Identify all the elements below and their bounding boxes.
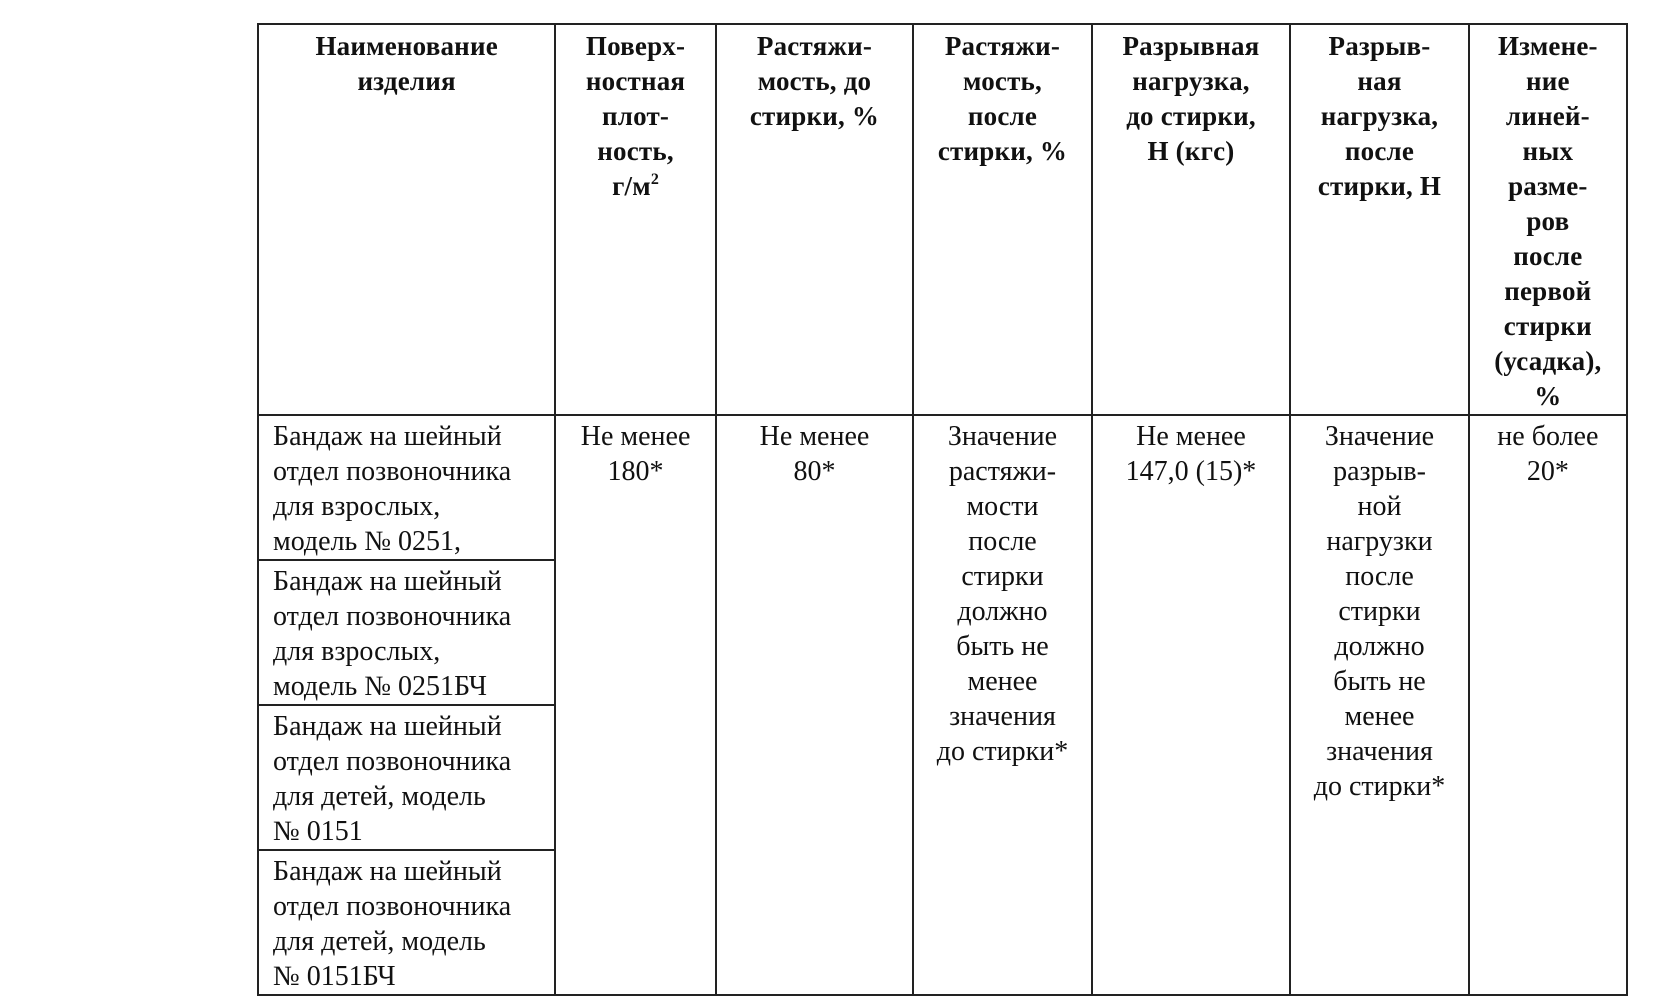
elongation-before-value <box>716 415 914 995</box>
value-line: значения <box>1326 736 1433 767</box>
header-line: ров <box>1526 206 1570 236</box>
header-line: стирки, % <box>749 101 880 131</box>
header-line: Поверх- <box>585 31 686 61</box>
product-name-line: отдел позвоночника <box>273 456 512 487</box>
header-line: Растяжи- <box>944 31 1061 61</box>
header-line: ность, <box>597 136 674 166</box>
surface-density-value <box>555 415 715 995</box>
value-line: Не менее <box>1136 421 1246 452</box>
value-line: растяжи- <box>948 456 1057 487</box>
elongation-after-value <box>913 415 1091 995</box>
value-line: мости <box>966 491 1039 522</box>
product-name-line: отдел позвоночника <box>273 746 512 777</box>
product-name-line: Бандаж на шейный <box>273 711 502 742</box>
header-line: до стирки, <box>1126 101 1256 131</box>
value-line: Значение <box>1324 421 1435 452</box>
product-name-line: для детей, модель <box>273 781 486 812</box>
value-line: должно <box>957 596 1048 627</box>
header-line: Измене- <box>1497 31 1598 61</box>
product-name-line: для взрослых, <box>273 491 441 522</box>
value-line: стирки <box>961 561 1044 592</box>
value-line: не более <box>1497 421 1599 452</box>
header-line: после <box>1513 241 1583 271</box>
header-line: нагрузка, <box>1320 101 1439 131</box>
header-line: Разрыв- <box>1328 31 1431 61</box>
value-line: 20* <box>1526 456 1569 487</box>
product-name-line: отдел позвоночника <box>273 601 512 632</box>
product-name-line: Бандаж на шейный <box>273 421 502 452</box>
header-line: плот- <box>602 101 670 131</box>
header-row <box>258 24 1627 415</box>
header-line: Н (кгс) <box>1147 136 1235 166</box>
product-name-cell <box>258 415 555 560</box>
header-line: разме- <box>1508 171 1588 201</box>
header-line: Разрывная <box>1122 31 1260 61</box>
header-line: мость, до <box>757 66 872 96</box>
header-line: Растяжи- <box>756 31 873 61</box>
header-line: (усадка), <box>1494 346 1602 376</box>
header-breaking-load-after-wash <box>1290 24 1468 415</box>
header-surface-density <box>555 24 715 415</box>
value-line: 147,0 (15)* <box>1125 456 1257 487</box>
value-line: Значение <box>947 421 1058 452</box>
product-name-cell <box>258 560 555 705</box>
product-name-line: модель № 0251, <box>273 526 462 557</box>
header-line: ностная <box>585 66 686 96</box>
value-line: быть не <box>1333 666 1426 697</box>
product-name-line: № 0151БЧ <box>273 961 396 992</box>
value-line: ной <box>1357 491 1402 522</box>
value-line: менее <box>1344 701 1415 732</box>
breaking-load-after-value <box>1290 415 1468 995</box>
header-shrinkage <box>1469 24 1627 415</box>
table-row <box>258 415 1627 560</box>
header-line-unit <box>556 169 714 204</box>
value-line: разрыв- <box>1333 456 1426 487</box>
value-line: после <box>968 526 1037 557</box>
value-line: стирки <box>1338 596 1421 627</box>
header-line: нагрузка, <box>1132 66 1250 96</box>
product-name-line: отдел позвоночника <box>273 891 512 922</box>
product-name-line: для детей, модель <box>273 926 486 957</box>
header-line: после <box>967 101 1038 131</box>
value-line: 80* <box>793 456 836 487</box>
header-line: ных <box>1522 136 1574 166</box>
header-line: ние <box>1526 66 1570 96</box>
value-line: до стирки* <box>1313 771 1446 802</box>
product-name-line: для взрослых, <box>273 636 441 667</box>
value-line: Не менее <box>759 421 870 452</box>
header-product-name <box>258 24 555 415</box>
breaking-load-before-value <box>1092 415 1291 995</box>
header-line: % <box>1534 381 1562 411</box>
header-breaking-load-before-wash <box>1092 24 1291 415</box>
value-line: до стирки* <box>936 736 1069 767</box>
header-elongation-before-wash <box>716 24 914 415</box>
shrinkage-value <box>1469 415 1627 995</box>
header-line: изделия <box>357 66 456 96</box>
header-line: мость, <box>962 66 1042 96</box>
product-name-line: Бандаж на шейный <box>273 566 502 597</box>
header-line: стирки <box>1503 311 1592 341</box>
header-unit-text: г/м <box>612 171 651 201</box>
product-name-line: № 0151 <box>273 816 363 847</box>
product-name-cell <box>258 850 555 995</box>
spec-table <box>257 23 1628 996</box>
header-line: после <box>1344 136 1415 166</box>
value-line: быть не <box>956 631 1049 662</box>
value-line: 180* <box>607 456 664 487</box>
product-name-cell <box>258 705 555 850</box>
value-line: менее <box>967 666 1038 697</box>
value-line: Не менее <box>580 421 691 452</box>
value-line: должно <box>1334 631 1425 662</box>
product-name-line: Бандаж на шейный <box>273 856 502 887</box>
header-line: стирки, % <box>937 136 1068 166</box>
value-line: значения <box>949 701 1056 732</box>
header-line: первой <box>1504 276 1592 306</box>
header-line: стирки, Н <box>1317 171 1442 201</box>
header-line: линей- <box>1505 101 1590 131</box>
header-line: Наименование <box>315 31 498 61</box>
value-line: после <box>1345 561 1414 592</box>
header-unit-superscript: 2 <box>650 171 660 188</box>
value-line: нагрузки <box>1326 526 1433 557</box>
product-name-line: модель № 0251БЧ <box>273 671 487 702</box>
header-line: ная <box>1357 66 1402 96</box>
header-elongation-after-wash <box>913 24 1091 415</box>
